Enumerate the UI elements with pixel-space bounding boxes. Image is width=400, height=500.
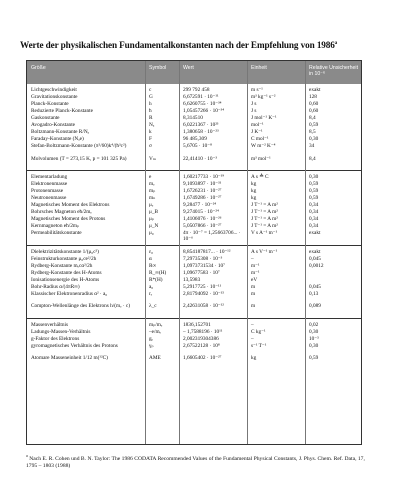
uncertainty-cell: 0,59	[309, 122, 319, 129]
unit-cell: J s	[251, 101, 257, 108]
title-text: Werte der physikalischen Fundamentalkonstanten nach der Empfehlung von 1986	[20, 40, 335, 50]
value-cell: 7,29735308 · 10⁻³	[183, 255, 223, 262]
symbol-cell: μₑ	[149, 202, 154, 209]
quantity-cell: Compton-Wellenlänge des Elektrons h/(mₑ · c)	[31, 303, 131, 310]
group-separator	[27, 245, 361, 246]
value-cell: 1,05457266 · 10⁻³⁴	[183, 108, 225, 115]
value-cell: 9,1093897 · 10⁻³¹	[183, 181, 222, 188]
footnote	[26, 452, 366, 470]
value-cell: 2,67522128 · 10⁸	[183, 342, 220, 349]
quantity-cell: Feinstrukturkonstante μ₀ce²/2h	[31, 255, 97, 262]
unit-cell: m³ kg⁻¹ s⁻²	[251, 94, 276, 101]
uncertainty-cell: 128	[309, 94, 317, 101]
value-cell: 9,274015 · 10⁻²⁴	[183, 209, 219, 216]
uncertainty-cell: 0,60	[309, 101, 319, 108]
quantity-cell: Kernmagneton eħ/2mₚ	[31, 223, 80, 230]
quantity-cell: Reduzierte Planck-Konstante	[31, 108, 93, 115]
unit-cell: –	[251, 255, 254, 262]
symbol-cell: a₀	[149, 284, 154, 291]
quantity-cell: Rydberg-Konstante mₑcα²/2h	[31, 262, 93, 269]
table-header	[27, 61, 361, 84]
quantity-cell: Atomare Masseneinheit 1/12 m(¹²C)	[31, 355, 108, 362]
uncertainty-cell: 0,089	[309, 303, 321, 310]
symbol-cell: σ	[149, 143, 152, 150]
uncertainty-cell: 8,4	[309, 155, 316, 162]
unit-cell: W m⁻² K⁻⁴	[251, 143, 276, 150]
uncertainty-cell: exakt	[309, 87, 321, 93]
value-cell: 9,28477 · 10⁻²⁴	[183, 202, 217, 209]
value-cell: 1,380658 · 10⁻²³	[183, 129, 219, 136]
value-cell: 96 485,309	[183, 136, 207, 143]
symbol-cell: G	[149, 94, 153, 101]
uncertainty-cell: 0,59	[309, 355, 319, 362]
value-cell: 5,6705 · 10⁻⁸	[183, 143, 212, 150]
quantity-cell: Dielektrizitätskonstante 1/(μ₀c²)	[31, 248, 99, 255]
uncertainty-cell: 0,30	[309, 174, 319, 181]
unit-cell: A s V⁻¹ m⁻¹	[251, 248, 278, 255]
symbol-cell: μ₀	[149, 230, 154, 237]
quantity-cell: Ladungs-Massen-Verhältnis	[31, 328, 91, 335]
symbol-cell: c	[149, 87, 152, 93]
unit-cell: kg	[251, 195, 257, 202]
uncertainty-cell: 0,30	[309, 342, 319, 349]
uncertainty-cell: 34	[309, 143, 315, 150]
unit-cell: J T⁻¹ = A m²	[251, 216, 278, 223]
symbol-cell: α	[149, 255, 152, 262]
header-unit: Einheit	[251, 65, 267, 71]
unit-cell: –	[251, 335, 254, 342]
header-uncertainty: Relative Unsicherheit in 10⁻⁶	[309, 65, 359, 77]
unit-cell: kg	[251, 355, 257, 362]
uncertainty-cell: 0,0012	[309, 262, 324, 269]
unit-cell: J T⁻¹ = A m²	[251, 202, 278, 209]
value-cell: 1,4106076 · 10⁻²⁶	[183, 216, 222, 223]
unit-cell: V s A⁻¹ m⁻¹	[251, 230, 278, 237]
uncertainty-cell: exakt	[309, 248, 321, 255]
quantity-cell: g-Faktor des Elektrons	[31, 335, 80, 342]
unit-cell: –	[251, 321, 254, 328]
quantity-cell: Magnetisches Moment des Protons	[31, 216, 106, 223]
quantity-cell: Elementarladung	[31, 174, 68, 181]
value-cell: 1,09677583 · 10⁷	[183, 269, 220, 276]
uncertainty-cell: 0,59	[309, 195, 319, 202]
unit-cell: m	[251, 284, 256, 291]
value-cell: 1,0973731534 · 10⁷	[183, 262, 226, 269]
symbol-cell: mₚ	[149, 188, 156, 195]
unit-cell: kg	[251, 188, 257, 195]
symbol-cell: ε₀	[149, 248, 154, 255]
unit-cell: m⁻¹	[251, 262, 260, 269]
quantity-cell: Massenverhältnis	[31, 321, 69, 328]
symbol-cell: h	[149, 101, 152, 108]
value-cell: 6,672591 · 10⁻¹¹	[183, 94, 219, 101]
quantity-cell: Molvolumen (T = 273,15 K, p = 101 325 Pa)	[31, 155, 127, 162]
quantity-cell: Boltzmann-Konstante R/Nₐ	[31, 129, 90, 136]
quantity-cell: Bohr-Radius α/(4πR∞)	[31, 284, 80, 291]
quantity-cell: Permeabilitätskonstante	[31, 230, 82, 237]
uncertainty-cell: 0,045	[309, 284, 321, 291]
unit-cell: kg	[251, 181, 257, 188]
uncertainty-cell: 0,045	[309, 255, 321, 262]
value-cell: 1,6726231 · 10⁻²⁷	[183, 188, 222, 195]
uncertainty-cell: 10⁻⁵	[309, 335, 319, 342]
unit-cell: J mol⁻¹ K⁻¹	[251, 115, 277, 122]
symbol-cell: R	[149, 115, 153, 122]
value-cell: 6,0221367 · 10²³	[183, 122, 219, 129]
symbol-cell: mₙ	[149, 195, 156, 202]
value-cell: 5,0507866 · 10⁻²⁷	[183, 223, 222, 230]
uncertainty-cell: exakt	[309, 230, 321, 237]
unit-cell: C mol⁻¹	[251, 136, 269, 143]
symbol-cell: R_∞(H)	[149, 269, 167, 276]
symbol-cell: gₑ	[149, 335, 154, 342]
column-divider	[179, 61, 180, 444]
group-separator	[27, 170, 361, 171]
value-cell: 299 792 458	[183, 87, 210, 93]
value-cell: 4π · 10⁻⁷ = 1,25663706... · 10⁻⁶	[183, 230, 241, 242]
value-cell: – 1,7588196 · 10¹¹	[183, 328, 223, 335]
unit-cell: m³ mol⁻¹	[251, 155, 271, 162]
header-quantity: Größe	[31, 65, 46, 71]
symbol-cell: μ_B	[149, 209, 159, 216]
value-cell: 2,002319304386	[183, 335, 219, 342]
unit-cell: J s	[251, 108, 257, 115]
uncertainty-cell: 8,4	[309, 115, 316, 122]
uncertainty-cell: 0,34	[309, 209, 319, 216]
unit-cell: m⁻¹	[251, 269, 260, 276]
symbol-cell: AME	[149, 355, 161, 362]
column-divider	[247, 61, 248, 444]
quantity-cell: Rydberg-Konstante des H-Atoms	[31, 269, 102, 276]
value-cell: 5,2917725 · 10⁻¹¹	[183, 284, 222, 291]
unit-cell: s⁻¹ T⁻¹	[251, 342, 267, 349]
value-cell: 1,6605402 · 10⁻²⁷	[183, 355, 222, 362]
symbol-cell: mₚ/mₑ	[149, 321, 163, 328]
quantity-cell: gyromagnetisches Verhältnis des Protons	[31, 342, 118, 349]
symbol-cell: F	[149, 136, 152, 143]
symbol-cell: –e/mₑ	[149, 328, 161, 335]
quantity-cell: Gaskonstante	[31, 115, 60, 122]
symbol-cell: γₚ	[149, 342, 154, 349]
symbol-cell: Vₘ	[149, 155, 157, 162]
quantity-cell: Klassischer Elektronenradius α² · a₀	[31, 291, 108, 298]
uncertainty-cell: 0,30	[309, 136, 319, 143]
column-divider	[305, 61, 306, 444]
uncertainty-cell: 8,5	[309, 129, 316, 136]
header-symbol: Symbol	[149, 65, 167, 71]
symbol-cell: Nₐ	[149, 122, 155, 129]
symbol-cell: mₑ	[149, 181, 155, 188]
uncertainty-cell: 0,34	[309, 202, 319, 209]
uncertainty-cell: 0,13	[309, 291, 319, 298]
value-cell: 2,42631058 · 10⁻¹²	[183, 303, 224, 310]
quantity-cell: Avogadro-Konstante	[31, 122, 76, 129]
symbol-cell: μ_N	[149, 223, 159, 230]
symbol-cell: μₚ	[149, 216, 154, 223]
uncertainty-cell: 0,59	[309, 181, 319, 188]
uncertainty-cell: 0,59	[309, 188, 319, 195]
unit-cell: mol⁻¹	[251, 122, 264, 129]
symbol-cell: e	[149, 174, 152, 181]
uncertainty-cell: 0,34	[309, 223, 319, 230]
value-cell: 8,314510	[183, 115, 203, 122]
quantity-cell: Stefan-Boltzmann-Konstante (π²/60)k⁴/(ħ³c²)	[31, 143, 127, 150]
uncertainty-cell: 0,02	[309, 321, 319, 328]
quantity-cell: Protonenmasse	[31, 188, 64, 195]
page-title	[20, 40, 380, 50]
symbol-cell: R∞	[149, 262, 157, 269]
group-separator	[27, 318, 361, 319]
constants-table	[26, 60, 362, 445]
footnote-mark: a	[26, 453, 28, 458]
quantity-cell: Planck-Konstante	[31, 101, 69, 108]
value-cell: 13,5983	[183, 277, 201, 283]
quantity-cell: Gravitationskonstante	[31, 94, 78, 101]
header-value: Wert	[183, 65, 194, 71]
unit-cell: m	[251, 291, 256, 298]
unit-cell: J T⁻¹ = A m²	[251, 223, 278, 230]
quantity-cell: Lichtgeschwindigkeit	[31, 87, 77, 93]
column-divider	[145, 61, 146, 444]
symbol-cell: ħ	[149, 108, 152, 115]
title-footnote-mark: a	[334, 40, 338, 46]
value-cell: 6,6260755 · 10⁻³⁴	[183, 101, 222, 108]
uncertainty-cell: 0,60	[309, 108, 319, 115]
unit-cell: J T⁻¹ = A m²	[251, 209, 278, 216]
symbol-cell: rₑ	[149, 291, 153, 298]
symbol-cell: k	[149, 129, 152, 136]
quantity-cell: Ionisationsenergie des H-Atoms	[31, 277, 100, 283]
unit-cell: m s⁻¹	[251, 87, 263, 93]
quantity-cell: Neutronenmasse	[31, 195, 67, 202]
quantity-cell: Faraday-Konstante (Nₐe)	[31, 136, 84, 143]
value-cell: 2,81794092 · 10⁻¹⁵	[183, 291, 225, 298]
value-cell: 1,60217733 · 10⁻¹⁹	[183, 174, 225, 181]
unit-cell: A s ≙ C	[251, 174, 269, 181]
symbol-cell: λ_c	[149, 303, 157, 310]
quantity-cell: Bohrsches Magneton eħ/2mₑ	[31, 209, 92, 216]
footnote-text: Nach E. R. Cohen und B. N. Taylor: The 1986 CODATA Recommended Values of the Fundamental Physical Constants, J. Phys. Chem. Ref. Data, 17, 1795 – 1803 (1988)	[26, 455, 365, 469]
quantity-cell: Magnetisches Moment des Elektrons	[31, 202, 110, 209]
unit-cell: C kg⁻¹	[251, 328, 266, 335]
uncertainty-cell: 0,34	[309, 216, 319, 223]
value-cell: 1,6749286 · 10⁻²⁷	[183, 195, 222, 202]
quantity-cell: Elektronenmasse	[31, 181, 68, 188]
value-cell: 1836,152701	[183, 321, 211, 328]
symbol-cell: R*(H)	[149, 277, 163, 283]
value-cell: 22,41410 · 10⁻³	[183, 155, 217, 162]
unit-cell: eV	[251, 277, 258, 283]
unit-cell: m	[251, 303, 256, 310]
unit-cell: J K⁻¹	[251, 129, 263, 136]
uncertainty-cell: 0,30	[309, 328, 319, 335]
value-cell: 8,854187817... · 10⁻¹²	[183, 248, 231, 255]
